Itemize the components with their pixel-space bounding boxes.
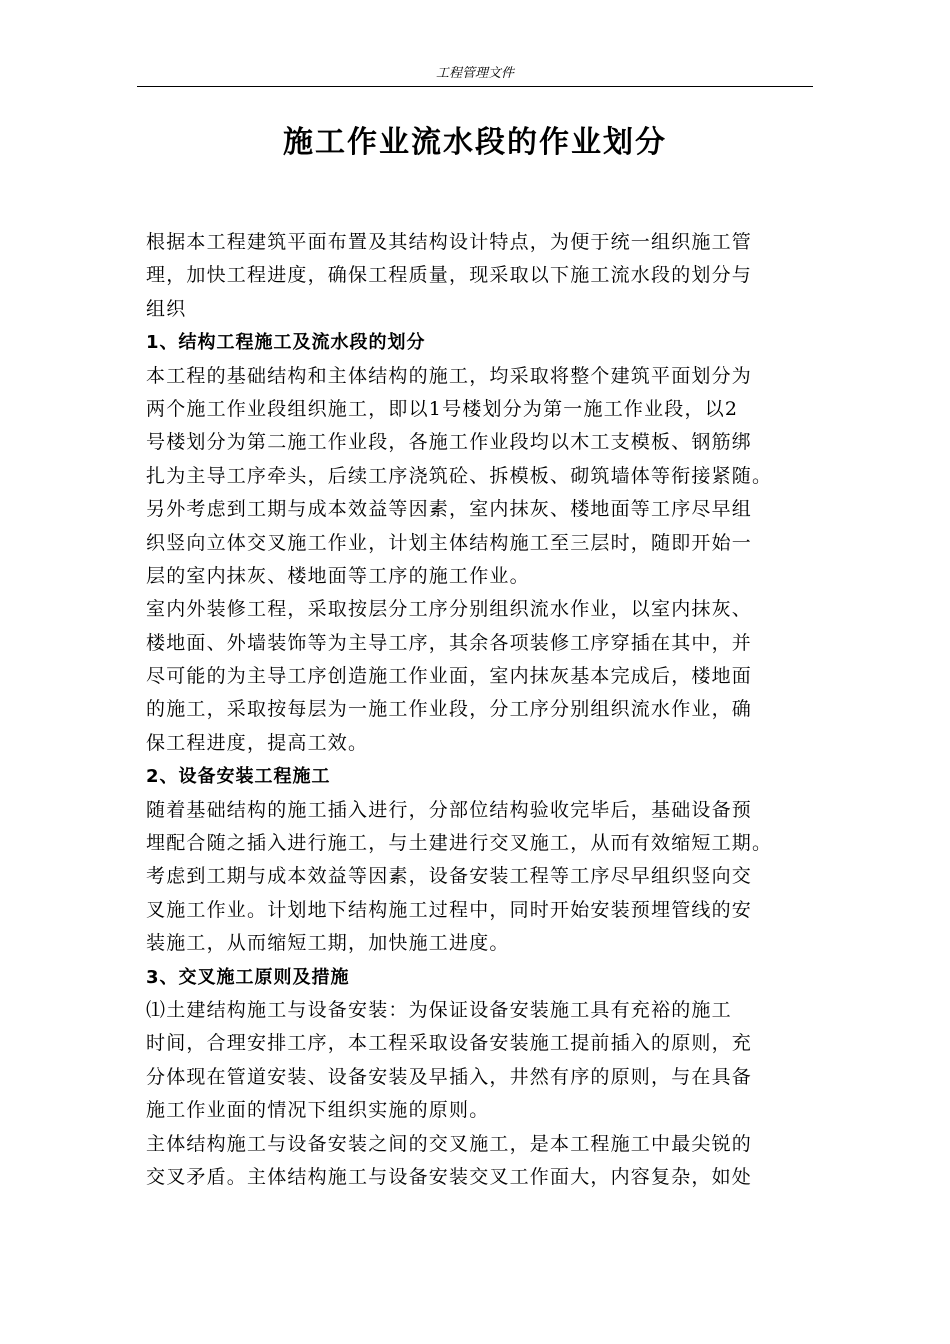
text-line: 埋配合随之插入进行施工，与土建进行交叉施工，从而有效缩短工期。 bbox=[146, 832, 773, 855]
text-line: 扎为主导工序牵头，后续工序浇筑砼、拆模板、砌筑墙体等衔接紧随。 bbox=[146, 464, 773, 487]
text-line: 的施工，采取按每层为一施工作业段，分工序分别组织流水作业，确 bbox=[146, 698, 753, 721]
section-heading: 1、结构工程施工及流水段的划分 bbox=[146, 332, 426, 354]
text-line: 另外考虑到工期与成本效益等因素，室内抹灰、楼地面等工序尽早组 bbox=[146, 498, 753, 521]
text-line: 尽可能的为主导工序创造施工作业面，室内抹灰基本完成后，楼地面 bbox=[146, 665, 753, 688]
text-line: 号楼划分为第二施工作业段，各施工作业段均以木工支模板、钢筋绑 bbox=[146, 431, 753, 454]
text-line: 两个施工作业段组织施工，即以1号楼划分为第一施工作业段，以2 bbox=[146, 397, 739, 420]
text-line: 考虑到工期与成本效益等因素，设备安装工程等工序尽早组织竖向交 bbox=[146, 865, 753, 888]
section-heading: 2、设备安装工程施工 bbox=[146, 766, 331, 788]
text-line: 织竖向立体交叉施工作业，计划主体结构施工至三层时，随即开始一 bbox=[146, 531, 753, 554]
text-line: 叉施工作业。计划地下结构施工过程中，同时开始安装预埋管线的安 bbox=[146, 898, 753, 921]
text-line: 理，加快工程进度，确保工程质量，现采取以下施工流水段的划分与 bbox=[146, 264, 753, 287]
text-line: 交叉矛盾。主体结构施工与设备安装交叉工作面大，内容复杂，如处 bbox=[146, 1165, 753, 1188]
text-line: 主体结构施工与设备安装之间的交叉施工，是本工程施工中最尖锐的 bbox=[146, 1132, 753, 1155]
text-line: 分体现在管道安装、设备安装及早插入，井然有序的原则，与在具备 bbox=[146, 1065, 753, 1088]
page-header bbox=[137, 62, 813, 87]
text-line: 施工作业面的情况下组织实施的原则。 bbox=[146, 1099, 490, 1122]
text-line: 随着基础结构的施工插入进行，分部位结构验收完毕后，基础设备预 bbox=[146, 798, 753, 821]
text-line: 层的室内抹灰、楼地面等工序的施工作业。 bbox=[146, 564, 530, 587]
text-line: 装施工，从而缩短工期，加快施工进度。 bbox=[146, 932, 510, 955]
section-heading: 3、交叉施工原则及措施 bbox=[146, 966, 350, 988]
text-line: 时间，合理安排工序，本工程采取设备安装施工提前插入的原则，充 bbox=[146, 1032, 753, 1055]
document-title: 施工作业流水段的作业划分 bbox=[283, 125, 667, 160]
text-line: 根据本工程建筑平面布置及其结构设计特点，为便于统一组织施工管 bbox=[146, 231, 753, 253]
header-text: 工程管理文件 bbox=[435, 66, 514, 81]
text-line: 保工程进度，提高工效。 bbox=[146, 731, 369, 754]
text-line: 室内外装修工程，采取按层分工序分别组织流水作业，以室内抹灰、 bbox=[146, 598, 753, 621]
text-line: 本工程的基础结构和主体结构的施工，均采取将整个建筑平面划分为 bbox=[146, 364, 753, 387]
text-line: 楼地面、外墙装饰等为主导工序，其余各项装修工序穿插在其中，并 bbox=[146, 631, 753, 654]
text-line: 组织 bbox=[146, 297, 187, 320]
document-body bbox=[146, 226, 818, 1194]
text-line: ⑴土建结构施工与设备安装：为保证设备安装施工具有充裕的施工 bbox=[146, 998, 732, 1021]
